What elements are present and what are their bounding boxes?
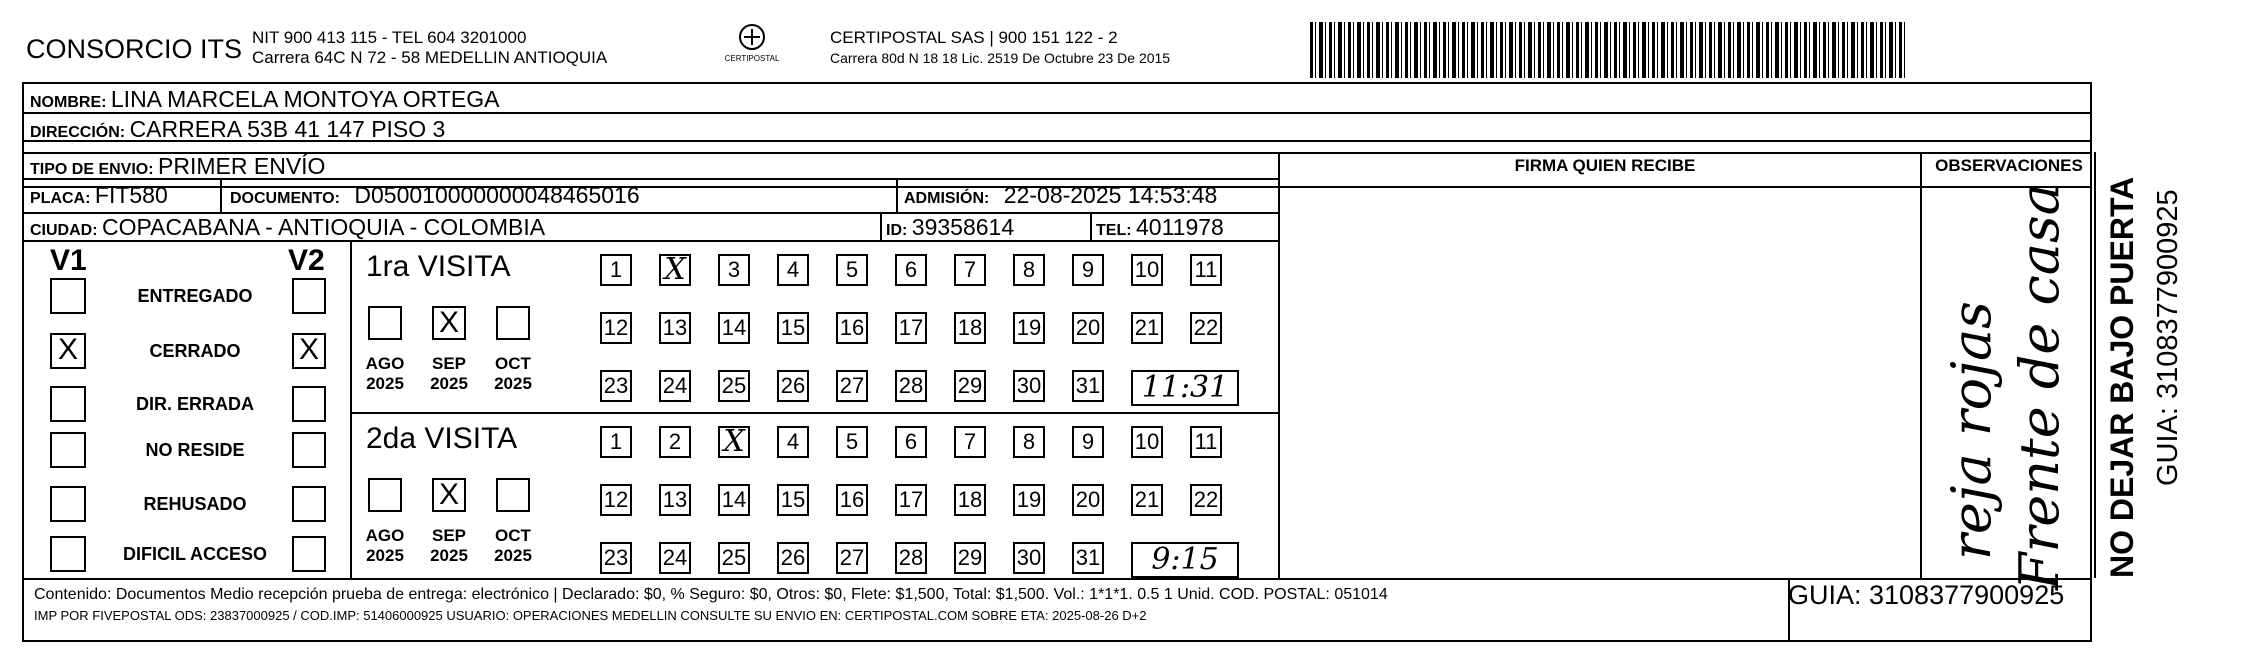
v1-header: V1 bbox=[50, 244, 87, 277]
month-mark: X bbox=[438, 478, 459, 511]
logo-text: CERTIPOSTAL bbox=[724, 54, 780, 63]
day-box[interactable]: 24 bbox=[659, 542, 691, 574]
day-box[interactable]: 5 bbox=[836, 426, 868, 458]
day-box[interactable]: 18 bbox=[954, 312, 986, 344]
status-option-label: REHUSADO bbox=[143, 494, 247, 514]
month-year: 2025 bbox=[430, 546, 468, 565]
month-year: 2025 bbox=[494, 546, 532, 565]
tipo-label: TIPO DE ENVIO: bbox=[30, 161, 154, 178]
id-row bbox=[886, 214, 1014, 241]
footer-content: Contenido: Documentos Medio recepción prueba de entrega: electrónico | Declarado: $0, % Seguro: $0, Otros: $0, Flete: $1,500, Total: $1,500. Vol.: 1*1*1. 0.5 1 Unid. COD. POSTAL: 051014 bbox=[34, 586, 1388, 603]
month-year: 2025 bbox=[366, 546, 404, 565]
day-box[interactable]: 25 bbox=[718, 370, 750, 402]
day-box[interactable]: 13 bbox=[659, 312, 691, 344]
v1-checkbox[interactable] bbox=[50, 432, 86, 468]
admision-value: 22-08-2025 14:53:48 bbox=[1003, 182, 1218, 208]
day-box[interactable]: 10 bbox=[1131, 426, 1163, 458]
day-box[interactable]: 17 bbox=[895, 312, 927, 344]
logo-icon bbox=[732, 22, 772, 52]
day-box[interactable]: 23 bbox=[600, 542, 632, 574]
recipient-name: LINA MARCELA MONTOYA ORTEGA bbox=[110, 86, 500, 112]
v1-checkbox[interactable] bbox=[50, 536, 86, 572]
day-box[interactable]: 28 bbox=[895, 370, 927, 402]
day-box[interactable]: 11 bbox=[1190, 426, 1222, 458]
month-label bbox=[488, 354, 538, 394]
documento-value: D050010000000048465016 bbox=[354, 182, 640, 208]
month-name: AGO bbox=[365, 354, 405, 373]
day-box[interactable]: 14 bbox=[718, 312, 750, 344]
admision-label: ADMISIÓN: bbox=[904, 190, 990, 207]
day-box[interactable]: X bbox=[718, 426, 750, 458]
day-box[interactable]: 1 bbox=[600, 254, 632, 286]
v2-checkbox[interactable] bbox=[292, 536, 326, 572]
day-box[interactable]: 26 bbox=[777, 542, 809, 574]
v2-checkbox[interactable] bbox=[292, 278, 326, 314]
shipping-type: PRIMER ENVÍO bbox=[158, 153, 326, 179]
id-value: 39358614 bbox=[911, 214, 1015, 240]
placa-value: FIT580 bbox=[94, 182, 168, 208]
visit-time-box[interactable]: 9:15 bbox=[1131, 542, 1239, 578]
placa-label: PLACA: bbox=[30, 190, 91, 207]
day-box[interactable]: 20 bbox=[1072, 312, 1104, 344]
day-box[interactable]: 19 bbox=[1013, 312, 1045, 344]
day-box[interactable]: 27 bbox=[836, 370, 868, 402]
day-box[interactable]: 6 bbox=[895, 254, 927, 286]
tel-label: TEL: bbox=[1096, 222, 1132, 239]
day-box[interactable]: 28 bbox=[895, 542, 927, 574]
month-year: 2025 bbox=[494, 374, 532, 393]
side-guia: GUIA: 3108377900925 bbox=[2152, 189, 2184, 486]
nombre-label: NOMBRE: bbox=[30, 94, 107, 111]
visit-title: 1ra VISITA bbox=[366, 250, 511, 283]
recipient-address: CARRERA 53B 41 147 PISO 3 bbox=[129, 116, 446, 142]
v2-checkbox[interactable] bbox=[292, 386, 326, 422]
v2-cerrado-mark: X bbox=[298, 333, 319, 366]
ciudad-label: CIUDAD: bbox=[30, 222, 98, 239]
day-box[interactable]: 20 bbox=[1072, 484, 1104, 516]
day-box[interactable]: 14 bbox=[718, 484, 750, 516]
day-box[interactable]: 21 bbox=[1131, 484, 1163, 516]
v1-cerrado-mark: X bbox=[57, 333, 78, 366]
admision-row bbox=[904, 182, 1217, 209]
day-box[interactable]: 25 bbox=[718, 542, 750, 574]
day-box[interactable]: 17 bbox=[895, 484, 927, 516]
footer-guia: GUIA: 3108377900925 bbox=[1788, 580, 2065, 610]
day-box[interactable]: 15 bbox=[777, 312, 809, 344]
day-box[interactable]: 5 bbox=[836, 254, 868, 286]
carrier-line2: Carrera 80d N 18 18 Lic. 2519 De Octubre 23 De 2015 bbox=[830, 50, 1171, 66]
day-box[interactable]: 9 bbox=[1072, 254, 1104, 286]
day-box[interactable]: 31 bbox=[1072, 542, 1104, 574]
month-name: AGO bbox=[365, 526, 405, 545]
day-box[interactable]: 4 bbox=[777, 254, 809, 286]
month-year: 2025 bbox=[430, 374, 468, 393]
month-checkbox[interactable] bbox=[368, 306, 402, 340]
month-label bbox=[488, 526, 538, 566]
month-year: 2025 bbox=[366, 374, 404, 393]
day-box[interactable]: 19 bbox=[1013, 484, 1045, 516]
status-option-label: CERRADO bbox=[149, 341, 241, 361]
month-mark: X bbox=[438, 306, 459, 339]
tel-value: 4011978 bbox=[1136, 214, 1224, 240]
day-box[interactable]: 26 bbox=[777, 370, 809, 402]
documento-label: DOCUMENTO: bbox=[230, 190, 340, 207]
recipient-name-row bbox=[30, 86, 499, 113]
shipping-type-row bbox=[30, 153, 325, 180]
day-box[interactable]: 2 bbox=[659, 426, 691, 458]
day-box[interactable]: 7 bbox=[954, 426, 986, 458]
month-checkbox[interactable] bbox=[496, 306, 530, 340]
nit-line: NIT 900 413 115 - TEL 604 3201000 bbox=[252, 28, 527, 47]
day-box[interactable]: 15 bbox=[777, 484, 809, 516]
day-box[interactable]: 30 bbox=[1013, 370, 1045, 402]
address-row bbox=[30, 116, 445, 143]
visit-time-box[interactable]: 11:31 bbox=[1131, 370, 1239, 406]
documento-row bbox=[230, 182, 640, 209]
barcode bbox=[1310, 22, 1908, 78]
day-box[interactable]: 3 bbox=[718, 254, 750, 286]
day-box[interactable]: 1 bbox=[600, 426, 632, 458]
day-box[interactable]: 30 bbox=[1013, 542, 1045, 574]
placa-row bbox=[30, 182, 168, 209]
day-box[interactable]: 23 bbox=[600, 370, 632, 402]
day-box[interactable]: 22 bbox=[1190, 312, 1222, 344]
certipostal-logo bbox=[710, 22, 794, 74]
v1-checkbox[interactable] bbox=[50, 486, 86, 522]
day-box[interactable]: 27 bbox=[836, 542, 868, 574]
status-option-label: DIFICIL ACCESO bbox=[122, 544, 267, 564]
status-option-label: ENTREGADO bbox=[137, 286, 253, 306]
observation-handwriting-1: reja rojas bbox=[1940, 301, 2003, 560]
month-label bbox=[360, 526, 410, 566]
company-contact bbox=[252, 28, 607, 68]
month-name: OCT bbox=[495, 354, 531, 373]
day-box[interactable]: 13 bbox=[659, 484, 691, 516]
day-box[interactable]: 8 bbox=[1013, 426, 1045, 458]
day-box[interactable]: 29 bbox=[954, 542, 986, 574]
visit-title: 2da VISITA bbox=[366, 422, 518, 455]
day-box[interactable]: 12 bbox=[600, 484, 632, 516]
day-box[interactable]: X bbox=[659, 254, 691, 286]
carrier-info bbox=[830, 28, 1170, 68]
direccion-label: DIRECCIÓN: bbox=[30, 124, 126, 141]
address-line: Carrera 64C N 72 - 58 MEDELLIN ANTIOQUIA bbox=[252, 48, 608, 67]
month-checkbox[interactable] bbox=[496, 478, 530, 512]
v2-checkbox[interactable] bbox=[292, 486, 326, 522]
day-box[interactable]: 24 bbox=[659, 370, 691, 402]
month-name: SEP bbox=[431, 354, 467, 373]
month-name: OCT bbox=[495, 526, 531, 545]
footer-print-info: IMP POR FIVEPOSTAL ODS: 23837000925 / COD.IMP: 51406000925 USUARIO: OPERACIONES MEDELLIN CONSULTE SU ENVIO EN: CERTIPOSTAL.COM SOBRE ETA: 2025-08-26 D+2 bbox=[34, 608, 1147, 623]
v2-header: V2 bbox=[288, 244, 325, 277]
observaciones-header: OBSERVACIONES bbox=[1935, 156, 2083, 175]
month-name: SEP bbox=[431, 526, 467, 545]
day-box[interactable]: 8 bbox=[1013, 254, 1045, 286]
carrier-line1: CERTIPOSTAL SAS | 900 151 122 - 2 bbox=[830, 28, 1118, 47]
company-name: CONSORCIO ITS bbox=[26, 34, 243, 64]
day-box[interactable]: 11 bbox=[1190, 254, 1222, 286]
tel-row bbox=[1096, 214, 1224, 241]
day-box[interactable]: 18 bbox=[954, 484, 986, 516]
day-box[interactable]: 6 bbox=[895, 426, 927, 458]
v1-checkbox[interactable] bbox=[50, 278, 86, 314]
no-dejar-notice: NO DEJAR BAJO PUERTA bbox=[2104, 176, 2140, 578]
v1-checkbox[interactable] bbox=[50, 386, 86, 422]
month-label bbox=[424, 526, 474, 566]
ciudad-value: COPACABANA - ANTIOQUIA - COLOMBIA bbox=[102, 214, 546, 240]
month-checkbox[interactable] bbox=[368, 478, 402, 512]
day-box[interactable]: 21 bbox=[1131, 312, 1163, 344]
month-label bbox=[424, 354, 474, 394]
day-box[interactable]: 16 bbox=[836, 312, 868, 344]
day-box[interactable]: 10 bbox=[1131, 254, 1163, 286]
ciudad-row bbox=[30, 214, 545, 241]
day-box[interactable]: 12 bbox=[600, 312, 632, 344]
firma-header: FIRMA QUIEN RECIBE bbox=[1514, 156, 1696, 175]
day-box[interactable]: 7 bbox=[954, 254, 986, 286]
day-box[interactable]: 16 bbox=[836, 484, 868, 516]
status-option-label: NO RESIDE bbox=[145, 440, 245, 460]
day-box[interactable]: 31 bbox=[1072, 370, 1104, 402]
day-box[interactable]: 29 bbox=[954, 370, 986, 402]
day-box[interactable]: 4 bbox=[777, 426, 809, 458]
status-option-label: DIR. ERRADA bbox=[135, 394, 254, 414]
month-label bbox=[360, 354, 410, 394]
day-box[interactable]: 22 bbox=[1190, 484, 1222, 516]
id-label: ID: bbox=[886, 222, 908, 239]
observation-handwriting-2: Frente de casa bbox=[2008, 183, 2071, 590]
day-box[interactable]: 9 bbox=[1072, 426, 1104, 458]
v2-checkbox[interactable] bbox=[292, 432, 326, 468]
